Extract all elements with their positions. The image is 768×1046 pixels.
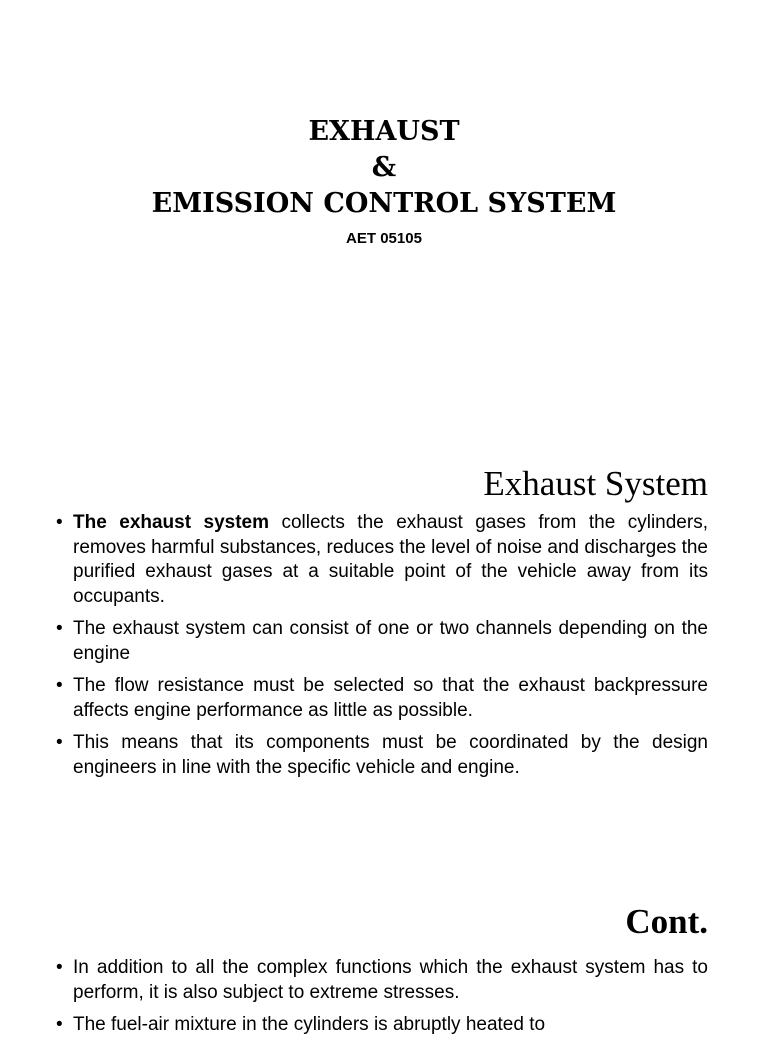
- bullet-item: [56, 956, 708, 1005]
- continued-slide: [0, 880, 768, 1035]
- document-title: [0, 114, 768, 222]
- bullet-text: In addition to all the complex functions which the exhaust system has to perform, it is also subject to extreme stresses.: [73, 957, 708, 1003]
- exhaust-system-slide: [0, 440, 768, 880]
- title-line-ampersand: &: [371, 152, 397, 183]
- slide-heading-cont: Cont.: [625, 902, 708, 941]
- slide-heading-exhaust-system: Exhaust System: [483, 464, 708, 503]
- title-slide: [0, 0, 768, 440]
- bullet-item: [56, 617, 708, 666]
- bullet-item: [56, 674, 708, 723]
- bullet-list: [56, 511, 708, 788]
- bullet-bold-lead: The exhaust system: [73, 512, 270, 533]
- title-line-exhaust: EXHAUST: [308, 116, 460, 147]
- course-code: AET 05105: [346, 230, 422, 247]
- bullet-text: The exhaust system can consist of one or two channels depending on the engine: [73, 618, 708, 664]
- bullet-item: [56, 1013, 708, 1038]
- bullet-item: [56, 731, 708, 780]
- title-line-emission-control: EMISSION CONTROL SYSTEM: [151, 188, 617, 219]
- bullet-text: The fuel-air mixture in the cylinders is abruptly heated to: [73, 1014, 546, 1035]
- bullet-text: The flow resistance must be selected so that the exhaust backpressure affects engine performance as little as possible.: [73, 675, 708, 721]
- bullet-text: This means that its components must be coordinated by the design engineers in line with the specific vehicle and engine.: [73, 732, 708, 778]
- bullet-text: collects the exhaust gases from the cylinders, removes harmful substances, reduces the level of noise and discharges the purified exhaust gases at a suitable point of the vehicle away from its occupants.: [73, 512, 708, 607]
- bullet-list: [56, 956, 708, 1046]
- bullet-item: [56, 511, 708, 609]
